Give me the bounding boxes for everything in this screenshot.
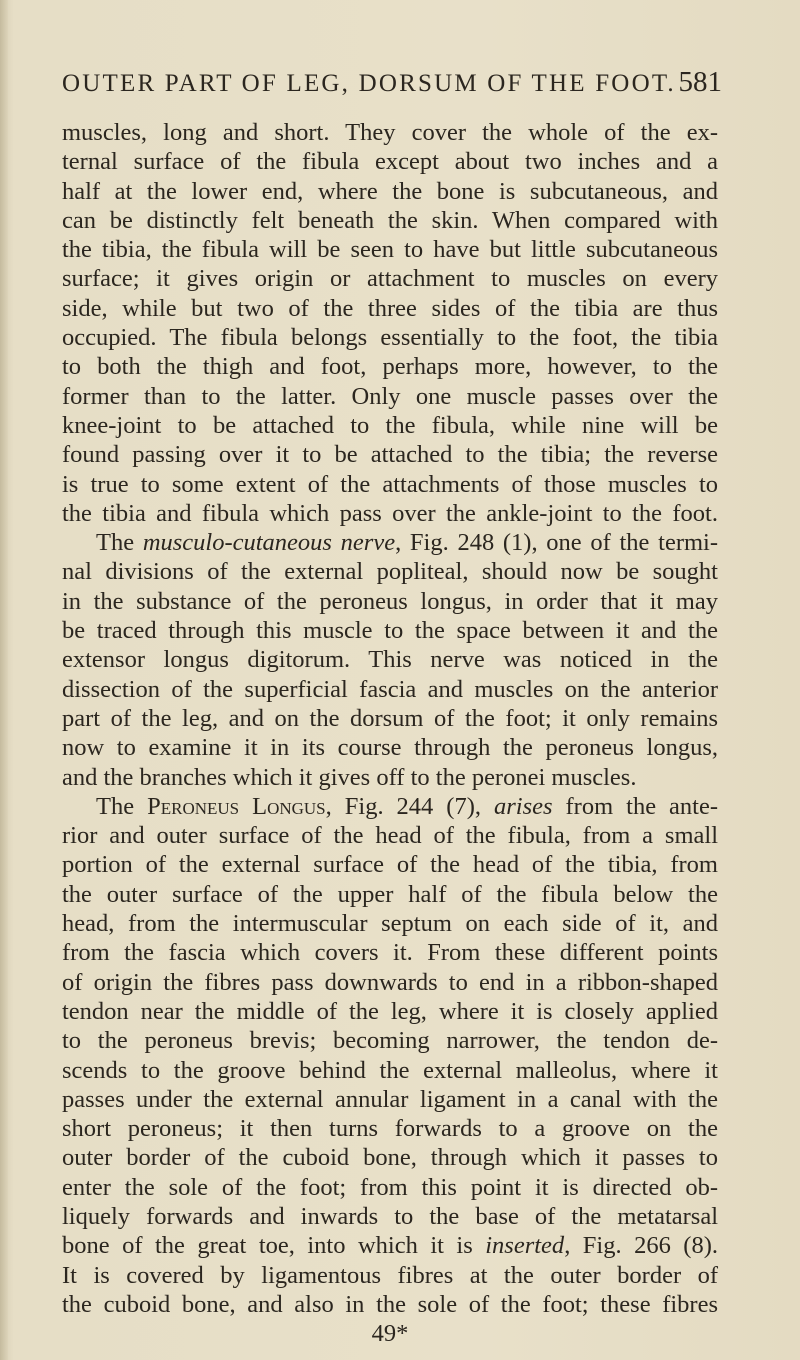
text-line: portion of the external surface of the head of the tibia, from (62, 851, 718, 879)
page-binding-edge (0, 0, 8, 1360)
page-number: 581 (678, 66, 722, 98)
text-line: passes under the external annular ligament in a canal with the (62, 1085, 718, 1113)
text-line: The Peroneus Longus, Fig. 244 (7), arises from the ante- (96, 792, 719, 820)
text-line: from the fascia which covers it. From these different points (62, 939, 718, 967)
italic-term: musculo-cutaneous nerve (142, 529, 396, 557)
italic-term: arises (493, 792, 553, 820)
text-line: It is covered by ligamentous fibres at the outer border of (62, 1261, 718, 1289)
running-head: OUTER PART OF LEG, DORSUM OF THE FOOT. (62, 70, 676, 97)
text-line: in the substance of the peroneus longus, in order that it may (62, 587, 718, 615)
text-line: muscles, long and short. They cover the whole of the ex- (62, 119, 718, 146)
body-text (62, 118, 718, 1348)
text-line: the tibia, the fibula will be seen to have but little subcutaneous (62, 236, 718, 264)
text-line: occupied. The fibula belongs essentially to the foot, the tibia (62, 324, 718, 352)
text-line: to the peroneus brevis; becoming narrower, the tendon de- (62, 1027, 718, 1055)
text-line: found passing over it to be attached to the tibia; the reverse (62, 441, 718, 469)
italic-term: inserted (485, 1232, 565, 1260)
text-line: be traced through this muscle to the space between it and the (62, 617, 718, 645)
text-line: of origin the fibres pass downwards to end in a ribbon-shaped (62, 968, 718, 996)
text-line: half at the lower end, where the bone is subcutaneous, and (62, 177, 718, 205)
text-line: extensor longus digitorum. This nerve was noticed in the (62, 646, 718, 674)
text-line: and the branches which it gives off to the peronei muscles. (62, 763, 637, 791)
text-line: head, from the intermuscular septum on each side of it, and (62, 910, 718, 938)
text-line: outer border of the cuboid bone, through which it passes to (62, 1144, 718, 1172)
text-line: ternal surface of the fibula except about two inches and a (62, 148, 718, 176)
text-line: the outer surface of the upper half of the fibula below the (62, 880, 718, 908)
text-line: nal divisions of the external popliteal, should now be sought (62, 558, 718, 586)
text-line: liquely forwards and inwards to the base of the metatarsal (62, 1202, 718, 1230)
text-line: dissection of the superficial fascia and muscles on the anterior (62, 675, 718, 703)
text-line: rior and outer surface of the head of the fibula, from a small (62, 822, 718, 850)
text-line: part of the leg, and on the dorsum of the foot; it only remains (62, 704, 718, 732)
text-line: surface; it gives origin or attachment to muscles on every (62, 265, 718, 293)
text-line: bone of the great toe, into which it is inserted, Fig. 266 (8). (62, 1232, 719, 1260)
text-line: former than to the latter. Only one muscle passes over the (62, 382, 718, 410)
text-line: side, while but two of the three sides of the tibia are thus (62, 294, 718, 322)
text-line: can be distinctly felt beneath the skin. When compared with (62, 206, 718, 234)
text-line: The musculo-cutaneous nerve, Fig. 248 (1), one of the termi- (96, 529, 719, 557)
text-line: short peroneus; it then turns forwards to a groove on the (62, 1115, 718, 1143)
text-line: enter the sole of the foot; from this point it is directed ob- (62, 1173, 718, 1201)
text-line: to both the thigh and foot, perhaps more, however, to the (62, 353, 718, 381)
text-line: knee-joint to be attached to the fibula, while nine will be (62, 411, 718, 439)
text-line: scends to the groove behind the external malleolus, where it (62, 1056, 718, 1084)
text-line: the cuboid bone, and also in the sole of the foot; these fibres (62, 1290, 718, 1318)
text-line: now to examine it in its course through the peroneus longus, (62, 734, 718, 762)
muscle-heading: Peroneus Longus (147, 792, 326, 820)
text-line: is true to some extent of the attachments of those muscles to (62, 470, 718, 498)
signature-mark: 49* (371, 1320, 409, 1348)
text-line: tendon near the middle of the leg, where it is closely applied (62, 997, 718, 1025)
text-line: the tibia and fibula which pass over the ankle-joint to the foot. (62, 499, 718, 527)
page-header (62, 60, 722, 100)
